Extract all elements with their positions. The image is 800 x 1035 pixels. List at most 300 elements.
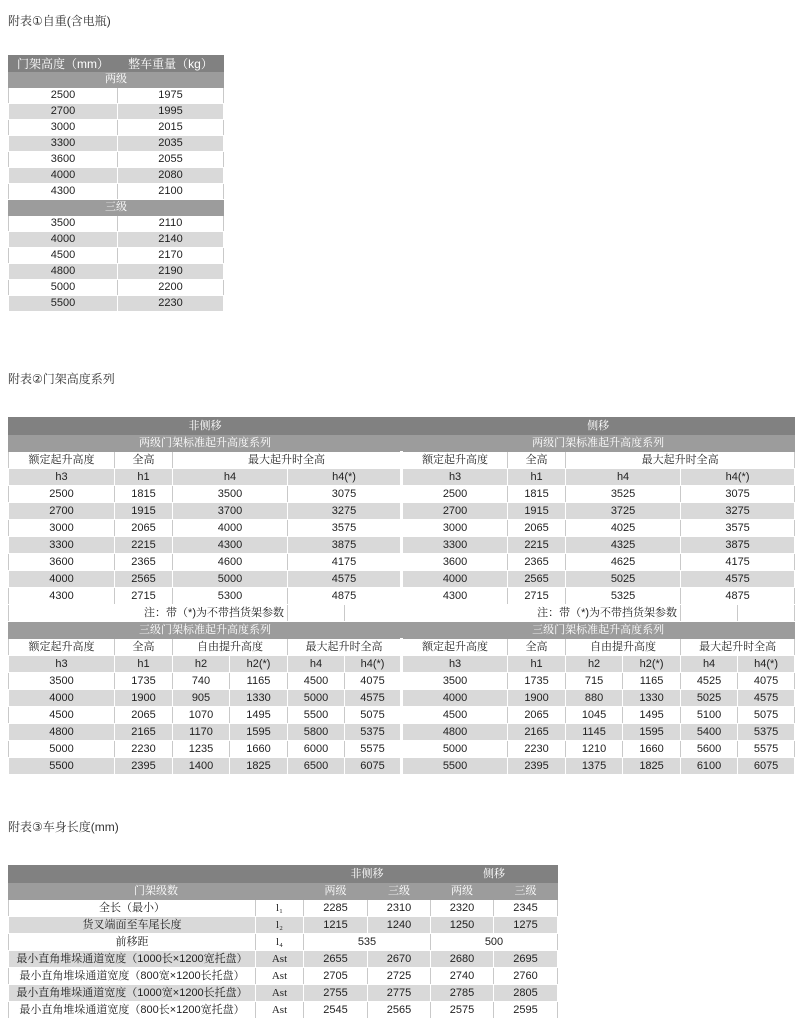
table2-title: 附表②门架高度系列 xyxy=(8,372,115,386)
table-cell: 3300 xyxy=(402,537,508,554)
table-cell: 2215 xyxy=(115,537,173,554)
sub-header: h3 xyxy=(402,656,508,673)
table-cell: 2695 xyxy=(494,951,558,968)
table-cell: 1235 xyxy=(173,741,230,758)
table-cell: 2215 xyxy=(508,537,566,554)
table-cell: 5000 xyxy=(173,571,288,588)
body-length-table xyxy=(8,865,558,1019)
table-cell: 4575 xyxy=(288,571,402,588)
table-cell: 4800 xyxy=(9,264,118,280)
series-band-row xyxy=(9,435,795,452)
group-header: 最大起升时全高 xyxy=(288,639,402,656)
table-cell: 2700 xyxy=(9,104,118,120)
table-cell: 500 xyxy=(431,934,558,951)
sub-header: h1 xyxy=(508,656,566,673)
table-cell: 1735 xyxy=(508,673,566,690)
table-cell: 1250 xyxy=(431,917,494,934)
series-band: 三级门架标准起升高度系列 xyxy=(402,622,795,639)
sub-header: h4(*) xyxy=(345,656,402,673)
table-cell xyxy=(738,605,795,622)
table-cell: 4175 xyxy=(681,554,795,571)
table-cell: 4800 xyxy=(9,724,115,741)
table-cell: 4500 xyxy=(9,248,118,264)
table-cell: 5500 xyxy=(402,758,508,775)
table-cell: 2110 xyxy=(118,216,224,232)
table-cell: 4300 xyxy=(9,184,118,200)
table-cell: 1210 xyxy=(566,741,623,758)
table-cell: 3300 xyxy=(9,537,115,554)
table-cell: 1215 xyxy=(304,917,368,934)
half-header: 侧移 xyxy=(402,418,795,435)
group-header: 全高 xyxy=(508,639,566,656)
sub-header-row xyxy=(9,469,795,486)
table-cell: 1815 xyxy=(115,486,173,503)
table-cell: 2545 xyxy=(304,1002,368,1019)
table-cell xyxy=(345,605,402,622)
column-header: 三级 xyxy=(368,883,431,900)
table-cell: 3500 xyxy=(402,673,508,690)
table-cell: 1915 xyxy=(115,503,173,520)
dimension-symbol: l₄ xyxy=(256,934,304,951)
half-header-row xyxy=(9,866,558,883)
table-cell: 2170 xyxy=(118,248,224,264)
half-header: 非侧移 xyxy=(9,418,402,435)
sub-header: h2 xyxy=(173,656,230,673)
table-cell: 3575 xyxy=(288,520,402,537)
column-header: 三级 xyxy=(494,883,558,900)
table-cell: 2500 xyxy=(9,486,115,503)
sub-header: h3 xyxy=(402,469,508,486)
table-cell: 6000 xyxy=(288,741,345,758)
table-cell: 4175 xyxy=(288,554,402,571)
column-header-row xyxy=(9,883,558,900)
table-cell: 5100 xyxy=(681,707,738,724)
table-cell: 2565 xyxy=(508,571,566,588)
half-header: 侧移 xyxy=(431,866,558,883)
half-header: 非侧移 xyxy=(304,866,431,883)
data-row xyxy=(9,968,558,985)
data-row xyxy=(9,168,224,184)
sub-header-row xyxy=(9,656,795,673)
group-header-row xyxy=(9,452,795,469)
table-cell: 3875 xyxy=(288,537,402,554)
table-cell: 1495 xyxy=(623,707,681,724)
group-header: 全高 xyxy=(115,452,173,469)
table-cell: 2785 xyxy=(431,985,494,1002)
table-cell: 3275 xyxy=(288,503,402,520)
row-label: 货叉端面至车尾长度 xyxy=(9,917,256,934)
table-cell: 1660 xyxy=(230,741,288,758)
series-band-row xyxy=(9,622,795,639)
table-cell: 3075 xyxy=(681,486,795,503)
table-cell: 4075 xyxy=(345,673,402,690)
table-cell: 1070 xyxy=(173,707,230,724)
table-cell: 5600 xyxy=(681,741,738,758)
stage-band-row xyxy=(9,200,224,216)
table-cell: 5075 xyxy=(345,707,402,724)
table-cell: 2230 xyxy=(508,741,566,758)
group-header: 额定起升高度 xyxy=(9,452,115,469)
sub-header: h4 xyxy=(566,469,681,486)
data-row xyxy=(9,88,224,104)
table-cell: 2755 xyxy=(304,985,368,1002)
data-row xyxy=(9,571,795,588)
table-cell: 3600 xyxy=(9,152,118,168)
table-cell: 5000 xyxy=(288,690,345,707)
footnote: 注：带（*)为不带挡货架参数 xyxy=(402,605,681,622)
table-cell: 1815 xyxy=(508,486,566,503)
data-row xyxy=(9,503,795,520)
sub-header: h2(*) xyxy=(230,656,288,673)
table-cell: 5575 xyxy=(345,741,402,758)
table-cell: 2065 xyxy=(508,520,566,537)
group-header: 最大起升时全高 xyxy=(681,639,795,656)
table-cell: 4325 xyxy=(566,537,681,554)
column-header: 两级 xyxy=(304,883,368,900)
sub-header: h3 xyxy=(9,656,115,673)
table-cell: 3500 xyxy=(9,673,115,690)
table-cell: 2500 xyxy=(9,88,118,104)
data-row xyxy=(9,554,795,571)
sub-header: h1 xyxy=(115,469,173,486)
data-row xyxy=(9,588,795,605)
table-cell: 6500 xyxy=(288,758,345,775)
table-cell: 5800 xyxy=(288,724,345,741)
table-cell: 2680 xyxy=(431,951,494,968)
table-cell: 2700 xyxy=(402,503,508,520)
table-cell: 1145 xyxy=(566,724,623,741)
table-cell: 1240 xyxy=(368,917,431,934)
sub-header: h4 xyxy=(288,656,345,673)
table-cell: 4575 xyxy=(345,690,402,707)
table-cell: 5025 xyxy=(681,690,738,707)
data-row xyxy=(9,520,795,537)
table-cell: 5300 xyxy=(173,588,288,605)
stage-label: 三级 xyxy=(9,200,224,216)
table-cell: 2230 xyxy=(115,741,173,758)
table-cell: 2575 xyxy=(431,1002,494,1019)
table-cell xyxy=(9,866,304,883)
table-cell: 6100 xyxy=(681,758,738,775)
sub-header: h4 xyxy=(173,469,288,486)
column-header: 两级 xyxy=(431,883,494,900)
table-cell: 5500 xyxy=(288,707,345,724)
table-cell: 2670 xyxy=(368,951,431,968)
table1-title: 附表①自重(含电瓶) xyxy=(8,14,111,28)
table-cell: 2740 xyxy=(431,968,494,985)
data-row xyxy=(9,486,795,503)
table-cell: 4000 xyxy=(9,571,115,588)
table-cell: 4300 xyxy=(9,588,115,605)
table-cell: 2595 xyxy=(494,1002,558,1019)
table-cell: 535 xyxy=(304,934,431,951)
table-cell: 1330 xyxy=(230,690,288,707)
group-header: 全高 xyxy=(508,452,566,469)
row-label: 最小直角堆垛通道宽度（1000长×1200宽托盘） xyxy=(9,951,256,968)
data-row xyxy=(9,537,795,554)
self-weight-table-body xyxy=(9,56,224,312)
table-cell: 5325 xyxy=(566,588,681,605)
table-cell: 1900 xyxy=(115,690,173,707)
data-row xyxy=(9,934,558,951)
sub-header: h4(*) xyxy=(738,656,795,673)
table-cell: 4000 xyxy=(9,690,115,707)
data-row xyxy=(9,264,224,280)
row-group-header: 门架级数 xyxy=(9,883,304,900)
table-cell: 1915 xyxy=(508,503,566,520)
table-cell: 2065 xyxy=(115,707,173,724)
data-row xyxy=(9,917,558,934)
row-label: 全长（最小） xyxy=(9,900,256,917)
data-row xyxy=(9,280,224,296)
table-cell: 1375 xyxy=(566,758,623,775)
table-cell: 3725 xyxy=(566,503,681,520)
table-cell: 4500 xyxy=(9,707,115,724)
table-cell: 2345 xyxy=(494,900,558,917)
table-cell: 2725 xyxy=(368,968,431,985)
series-band: 两级门架标准起升高度系列 xyxy=(9,435,402,452)
table-cell: 5500 xyxy=(9,296,118,312)
series-band: 三级门架标准起升高度系列 xyxy=(9,622,402,639)
table-cell: 2775 xyxy=(368,985,431,1002)
table-cell: 4000 xyxy=(402,690,508,707)
table-cell: 1735 xyxy=(115,673,173,690)
data-row xyxy=(9,216,224,232)
dimension-symbol: l₂ xyxy=(256,917,304,934)
table-cell: 5075 xyxy=(738,707,795,724)
sub-header: h4 xyxy=(681,656,738,673)
table-cell: 3000 xyxy=(9,120,118,136)
table-cell: 2395 xyxy=(115,758,173,775)
table-cell xyxy=(288,605,345,622)
table-cell: 905 xyxy=(173,690,230,707)
table-cell: 3500 xyxy=(9,216,118,232)
table-cell: 2565 xyxy=(115,571,173,588)
sub-header: h1 xyxy=(508,469,566,486)
table-cell: 2140 xyxy=(118,232,224,248)
table-cell: 1660 xyxy=(623,741,681,758)
stage-band-row xyxy=(9,72,224,88)
sub-header: h4(*) xyxy=(288,469,402,486)
table-cell: 2395 xyxy=(508,758,566,775)
data-row xyxy=(9,707,795,724)
table-cell: 2035 xyxy=(118,136,224,152)
table-cell: 5400 xyxy=(681,724,738,741)
table-cell: 1045 xyxy=(566,707,623,724)
mast-height-table xyxy=(8,417,795,775)
data-row xyxy=(9,248,224,264)
group-header: 额定起升高度 xyxy=(402,452,508,469)
body-length-table-body xyxy=(9,866,558,1019)
table-cell: 5025 xyxy=(566,571,681,588)
dimension-symbol: Ast xyxy=(256,968,304,985)
table-cell: 3075 xyxy=(288,486,402,503)
table-cell: 2705 xyxy=(304,968,368,985)
table3-title: 附表③车身长度(mm) xyxy=(8,820,119,834)
sub-header: h2 xyxy=(566,656,623,673)
table-cell: 4300 xyxy=(173,537,288,554)
table-cell: 715 xyxy=(566,673,623,690)
data-row xyxy=(9,296,224,312)
group-header: 全高 xyxy=(115,639,173,656)
table-cell: 4300 xyxy=(402,588,508,605)
table-cell: 880 xyxy=(566,690,623,707)
footnote: 注：带（*)为不带挡货架参数 xyxy=(9,605,288,622)
table-cell: 1595 xyxy=(230,724,288,741)
table-cell: 2230 xyxy=(118,296,224,312)
group-header: 最大起升时全高 xyxy=(173,452,402,469)
table-cell: 3500 xyxy=(173,486,288,503)
table-cell: 4025 xyxy=(566,520,681,537)
group-header: 自由提升高度 xyxy=(566,639,681,656)
table-cell: 5375 xyxy=(738,724,795,741)
table-cell: 2715 xyxy=(508,588,566,605)
table-cell: 2565 xyxy=(368,1002,431,1019)
table-cell: 4575 xyxy=(681,571,795,588)
self-weight-table xyxy=(8,55,224,312)
table-cell: 2655 xyxy=(304,951,368,968)
dimension-symbol: Ast xyxy=(256,1002,304,1019)
group-header: 自由提升高度 xyxy=(173,639,288,656)
data-row xyxy=(9,104,224,120)
table-cell: 2015 xyxy=(118,120,224,136)
table-cell: 2190 xyxy=(118,264,224,280)
table-cell: 1495 xyxy=(230,707,288,724)
data-row xyxy=(9,136,224,152)
data-row xyxy=(9,184,224,200)
table-cell: 4875 xyxy=(288,588,402,605)
table-cell: 3000 xyxy=(9,520,115,537)
table-cell: 3000 xyxy=(402,520,508,537)
table-cell: 2065 xyxy=(115,520,173,537)
row-label: 最小直角堆垛通道宽度（1000宽×1200长托盘） xyxy=(9,985,256,1002)
table-cell: 2165 xyxy=(508,724,566,741)
table-cell: 4625 xyxy=(566,554,681,571)
table-cell: 2200 xyxy=(118,280,224,296)
mast-height-table-body xyxy=(9,418,795,775)
table-cell: 3600 xyxy=(402,554,508,571)
sub-header: h4(*) xyxy=(681,469,795,486)
table-cell xyxy=(681,605,738,622)
data-row xyxy=(9,673,795,690)
table-cell: 5575 xyxy=(738,741,795,758)
table-cell: 4000 xyxy=(402,571,508,588)
stage-label: 两级 xyxy=(9,72,224,88)
table-cell: 4575 xyxy=(738,690,795,707)
data-row xyxy=(9,724,795,741)
table-cell: 2100 xyxy=(118,184,224,200)
table-cell: 2310 xyxy=(368,900,431,917)
table-cell: 3600 xyxy=(9,554,115,571)
table-cell: 2055 xyxy=(118,152,224,168)
table-cell: 4075 xyxy=(738,673,795,690)
data-row xyxy=(9,900,558,917)
sub-header: h1 xyxy=(115,656,173,673)
table-cell: 3700 xyxy=(173,503,288,520)
table-cell: 4525 xyxy=(681,673,738,690)
dimension-symbol: l₁ xyxy=(256,900,304,917)
column-header: 整车重量（kg） xyxy=(118,56,224,72)
table-cell: 1900 xyxy=(508,690,566,707)
table-cell: 2715 xyxy=(115,588,173,605)
data-row xyxy=(9,120,224,136)
table-cell: 2165 xyxy=(115,724,173,741)
table-cell: 1975 xyxy=(118,88,224,104)
data-row xyxy=(9,1002,558,1019)
table-cell: 5375 xyxy=(345,724,402,741)
table-cell: 1825 xyxy=(230,758,288,775)
table-cell: 740 xyxy=(173,673,230,690)
table-cell: 4875 xyxy=(681,588,795,605)
table-cell: 3525 xyxy=(566,486,681,503)
table-cell: 2700 xyxy=(9,503,115,520)
table-cell: 2320 xyxy=(431,900,494,917)
table-cell: 1400 xyxy=(173,758,230,775)
table-cell: 1825 xyxy=(623,758,681,775)
data-row xyxy=(9,758,795,775)
table-cell: 1595 xyxy=(623,724,681,741)
data-row xyxy=(9,741,795,758)
column-header: 门架高度（mm） xyxy=(9,56,118,72)
table-cell: 3575 xyxy=(681,520,795,537)
data-row xyxy=(9,232,224,248)
table-cell: 1165 xyxy=(230,673,288,690)
note-row xyxy=(9,605,795,622)
table-cell: 3300 xyxy=(9,136,118,152)
table-cell: 3275 xyxy=(681,503,795,520)
table-cell: 1995 xyxy=(118,104,224,120)
table-cell: 4600 xyxy=(173,554,288,571)
data-row xyxy=(9,152,224,168)
table-cell: 5000 xyxy=(402,741,508,758)
row-label: 最小直角堆垛通道宽度（800宽×1200长托盘） xyxy=(9,968,256,985)
sub-header: h3 xyxy=(9,469,115,486)
table-cell: 2805 xyxy=(494,985,558,1002)
data-row xyxy=(9,985,558,1002)
group-header-row xyxy=(9,639,795,656)
data-row xyxy=(9,690,795,707)
half-header-row xyxy=(9,418,795,435)
table-cell: 6075 xyxy=(738,758,795,775)
dimension-symbol: Ast xyxy=(256,951,304,968)
table-cell: 1165 xyxy=(623,673,681,690)
header-row xyxy=(9,56,224,72)
group-header: 额定起升高度 xyxy=(9,639,115,656)
table-cell: 1170 xyxy=(173,724,230,741)
series-band: 两级门架标准起升高度系列 xyxy=(402,435,795,452)
table-cell: 5000 xyxy=(9,741,115,758)
table-cell: 4500 xyxy=(288,673,345,690)
table-cell: 2365 xyxy=(115,554,173,571)
table-cell: 6075 xyxy=(345,758,402,775)
row-label: 前移距 xyxy=(9,934,256,951)
group-header: 最大起升时全高 xyxy=(566,452,795,469)
row-label: 最小直角堆垛通道宽度（800长×1200宽托盘） xyxy=(9,1002,256,1019)
table-cell: 4000 xyxy=(9,168,118,184)
sub-header: h2(*) xyxy=(623,656,681,673)
table-cell: 2065 xyxy=(508,707,566,724)
table-cell: 2080 xyxy=(118,168,224,184)
table-cell: 4000 xyxy=(173,520,288,537)
table-cell: 5500 xyxy=(9,758,115,775)
table-cell: 2760 xyxy=(494,968,558,985)
table-cell: 4000 xyxy=(9,232,118,248)
table-cell: 2365 xyxy=(508,554,566,571)
table-cell: 2500 xyxy=(402,486,508,503)
table-cell: 4800 xyxy=(402,724,508,741)
group-header: 额定起升高度 xyxy=(402,639,508,656)
table-cell: 2285 xyxy=(304,900,368,917)
